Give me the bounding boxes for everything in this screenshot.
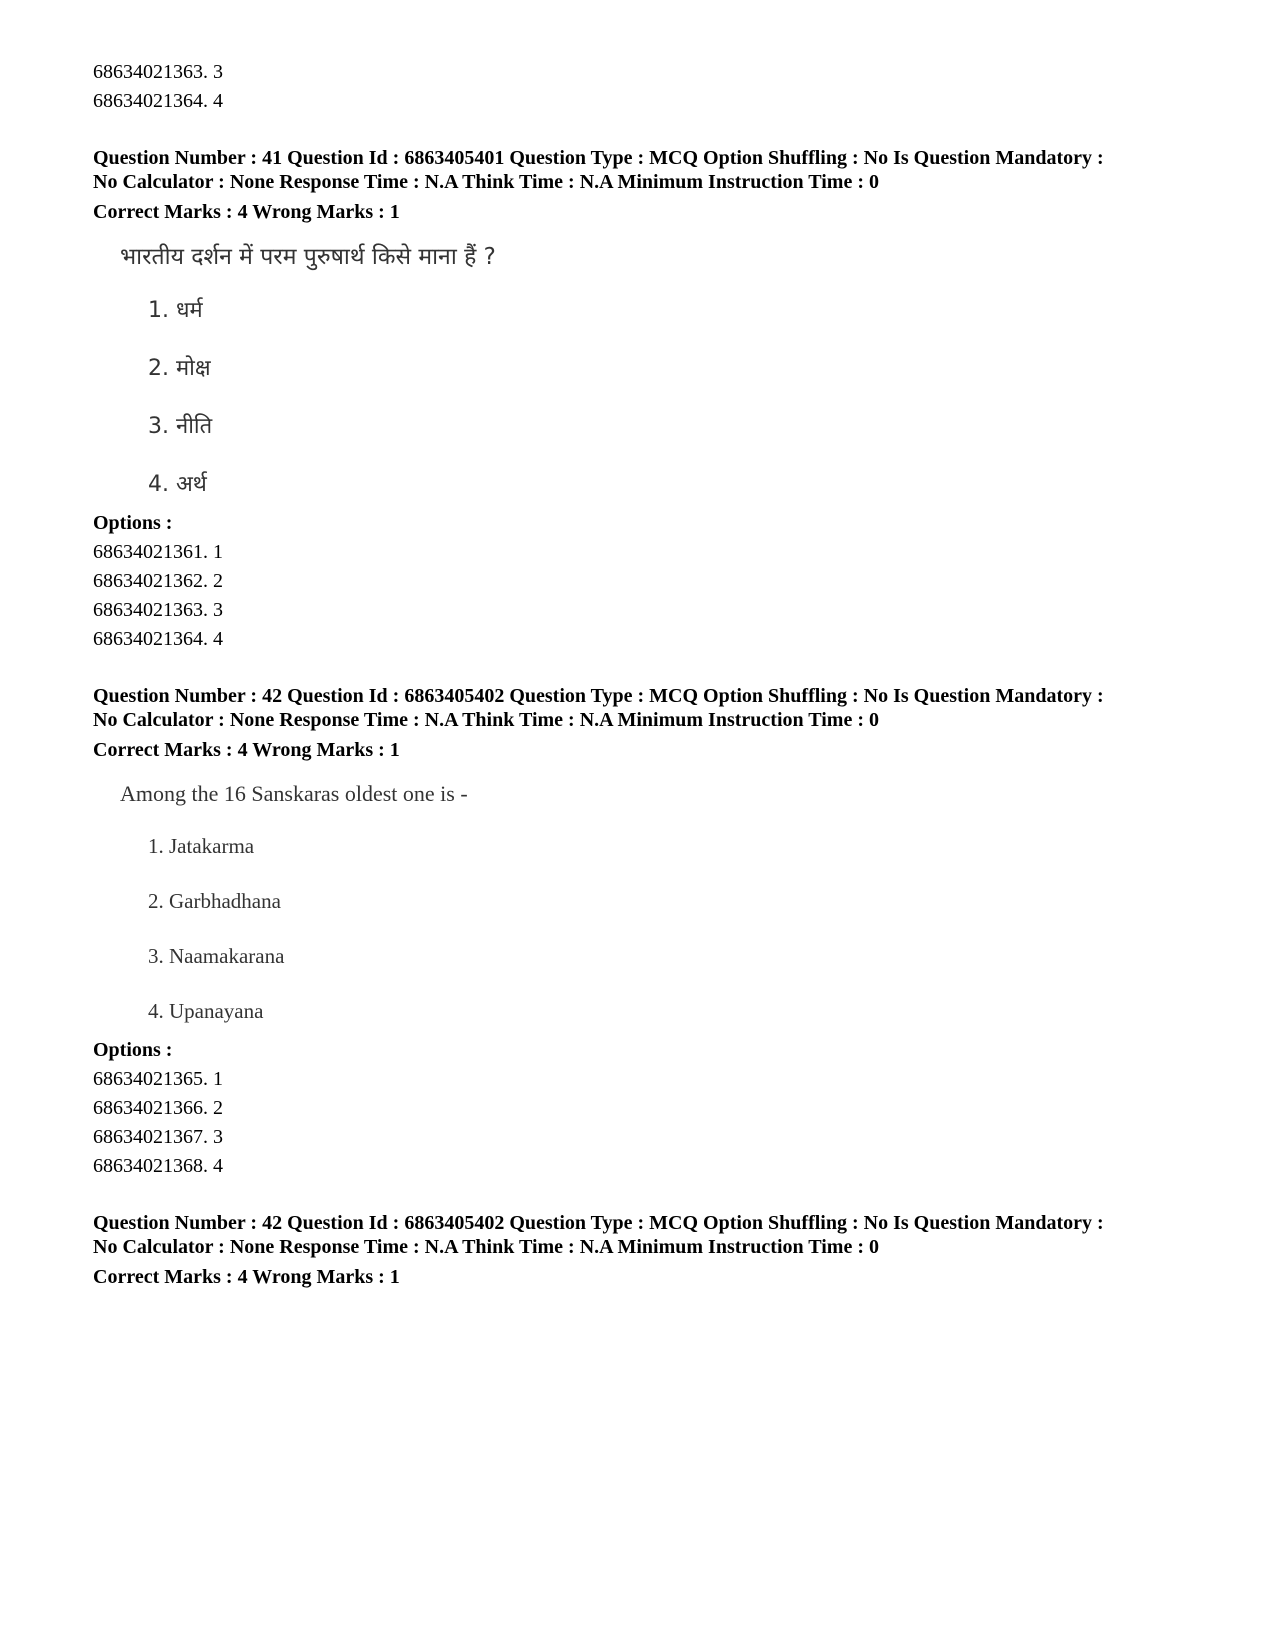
question-marks: Correct Marks : 4 Wrong Marks : 1 [93,739,400,761]
option-line: 68634021363. 3 [93,599,223,621]
question-meta-line: No Calculator : None Response Time : N.A Think Time : N.A Minimum Instruction Time : 0 [93,171,879,193]
choice-item: 3. नीति [148,414,213,439]
question-meta-line: No Calculator : None Response Time : N.A Think Time : N.A Minimum Instruction Time : 0 [93,1236,879,1258]
option-line: 68634021362. 2 [93,570,223,592]
option-line: 68634021364. 4 [93,628,223,650]
option-line: 68634021363. 3 [93,61,223,83]
question-block-42 [93,684,1213,1181]
choice-item: 4. Upanayana [148,999,264,1023]
question-image [120,241,1213,501]
question-text: भारतीय दर्शन में परम पुरुषार्थ किसे माना हैं ? [120,244,496,270]
question-meta-line: Question Number : 42 Question Id : 6863405402 Question Type : MCQ Option Shuffling : No Is Question Mandatory : [93,685,1104,707]
options-label: Options : [93,1039,173,1061]
option-line: 68634021366. 2 [93,1097,223,1119]
option-line: 68634021368. 4 [93,1155,223,1177]
question-text: Among the 16 Sanskaras oldest one is - [120,781,468,806]
option-line: 68634021364. 4 [93,90,223,112]
question-image [120,779,1213,1026]
previous-options-list [93,58,1213,116]
option-line: 68634021367. 3 [93,1126,223,1148]
choice-item: 4. अर्थ [148,472,207,497]
question-marks: Correct Marks : 4 Wrong Marks : 1 [93,1266,400,1288]
choice-item: 3. Naamakarana [148,944,285,968]
option-line: 68634021361. 1 [93,541,223,563]
choice-item: 2. मोक्ष [148,356,211,381]
choice-item: 1. Jatakarma [148,834,255,858]
question-marks: Correct Marks : 4 Wrong Marks : 1 [93,201,400,223]
document-page [93,58,1213,1292]
choice-item: 2. Garbhadhana [148,889,281,913]
question-meta-line: Question Number : 41 Question Id : 6863405401 Question Type : MCQ Option Shuffling : No Is Question Mandatory : [93,147,1104,169]
question-meta-line: No Calculator : None Response Time : N.A Think Time : N.A Minimum Instruction Time : 0 [93,709,879,731]
option-line: 68634021365. 1 [93,1068,223,1090]
question-meta-line: Question Number : 42 Question Id : 6863405402 Question Type : MCQ Option Shuffling : No Is Question Mandatory : [93,1212,1104,1234]
options-label: Options : [93,512,173,534]
question-block-42-repeat [93,1211,1213,1292]
question-block-41 [93,146,1213,654]
choice-item: 1. धर्म [148,298,203,323]
